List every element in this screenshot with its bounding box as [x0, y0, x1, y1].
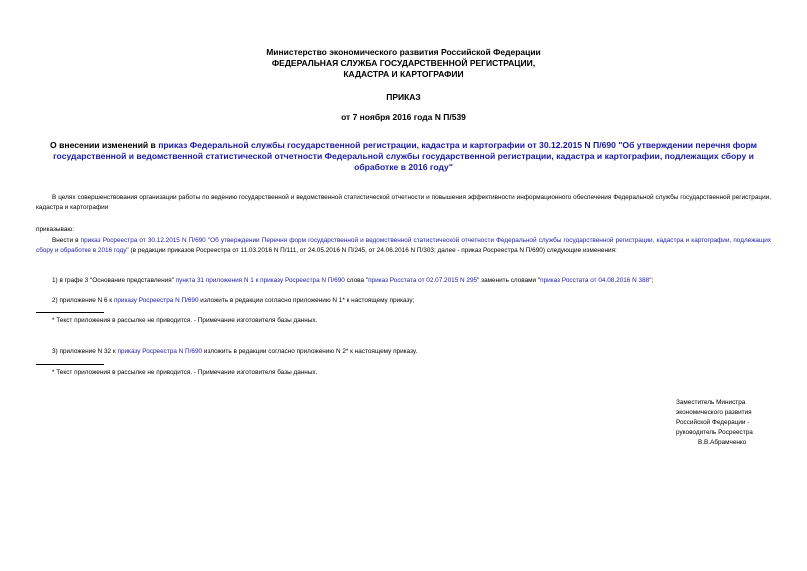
- title-prefix: О внесении изменений в: [50, 140, 159, 150]
- item1-text-d: ";: [649, 277, 654, 284]
- footnote-divider-2: [36, 364, 104, 365]
- footnote-2: * Текст приложения в рассылке не приводится. - Примечание изготовителя базы данных.: [52, 369, 318, 376]
- item3-order-link[interactable]: приказу Росреестра N П/690: [117, 348, 203, 355]
- amend-paragraph: [36, 236, 771, 257]
- document-title: [36, 140, 771, 173]
- signature-line3: Российской Федерации -: [676, 419, 750, 426]
- item1-text-a: 1) в графе 3 "Основание представления": [52, 277, 176, 284]
- item2-text-a: 2) приложение N 6 к: [52, 297, 114, 304]
- item1-text-c: " заменить словами ": [477, 277, 541, 284]
- footnote-1: * Текст приложения в рассылке не приводится. - Примечание изготовителя базы данных.: [52, 317, 318, 324]
- item3-text-a: 3) приложение N 32 к: [52, 348, 118, 355]
- item-3: [52, 347, 417, 357]
- service-name-line2: КАДАСТРА И КАРТОГРАФИИ: [343, 69, 464, 79]
- item-2: [52, 296, 414, 306]
- document-date-number: от 7 ноября 2016 года N П/539: [341, 112, 466, 122]
- item1-rosstat-295-link[interactable]: приказ Росстата от 02.07.2015 N 295: [368, 277, 478, 284]
- signature-line1: Заместитель Министра: [676, 399, 746, 406]
- item3-text-b: изложить в редакции согласно приложению N 2* к настоящему приказу.: [202, 348, 418, 355]
- signature-line4: руководитель Росреестра: [676, 429, 753, 436]
- ministry-name: Министерство экономического развития Российской Федерации: [266, 47, 541, 57]
- service-name-line1: ФЕДЕРАЛЬНАЯ СЛУЖБА ГОСУДАРСТВЕННОЙ РЕГИСТРАЦИИ,: [271, 58, 536, 68]
- amend-order-link[interactable]: приказ Росреестра от 30.12.2015 N П/690 "Об утверждении Перечня форм государственной и ведомственной статистической отчетности Федеральной службы государственной регистрации, кадастра и картографии, подлежащих сбору и обработке в 2016 году": [36, 237, 772, 255]
- signatory-name: В.В.Абрамченко: [698, 439, 747, 446]
- footnote-divider-1: [36, 312, 104, 313]
- amend-suffix: (в редакции приказов Росреестра от 11.03.2016 N П/111, от 24.05.2016 N П/245, от 24.06.2016 N П/303; далее - приказ Росреестра N П/690) следующие изменения:: [128, 247, 617, 255]
- title-order-link[interactable]: приказ Федеральной службы государственной регистрации, кадастра и картографии от 30.12.2015 N П/690 "Об утверждении перечня форм государственной и ведомственной статистической отчетности Федеральной службы государственной регистрации, кадастра и картографии, подлежащих сбору и обработке в 2016 году": [53, 140, 757, 172]
- item1-point31-link[interactable]: пункта 31 приложения N 1 к приказу Росреестра N П/690: [175, 277, 345, 284]
- amend-prefix: Внести в: [52, 237, 81, 244]
- prikazyvayu-text: приказываю:: [36, 226, 74, 233]
- item-1: [52, 276, 771, 286]
- item2-text-b: изложить в редакции согласно приложению N 1* к настоящему приказу;: [198, 297, 415, 304]
- item1-rosstat-388-link[interactable]: приказ Росстата от 04.08.2016 N 388: [540, 277, 650, 284]
- item2-order-link[interactable]: приказу Росреестра N П/690: [113, 297, 199, 304]
- item1-text-b: слова ": [344, 277, 369, 284]
- intro-paragraph: В целях совершенствования организации работы по ведению государственной и ведомственной статистической отчетности и повышения эффективности информационного обеспечения Федеральной службы государственной регистрации, кадастра и картографии: [36, 194, 771, 212]
- document-type: ПРИКАЗ: [386, 92, 421, 102]
- signature-line2: экономического развития: [676, 409, 752, 416]
